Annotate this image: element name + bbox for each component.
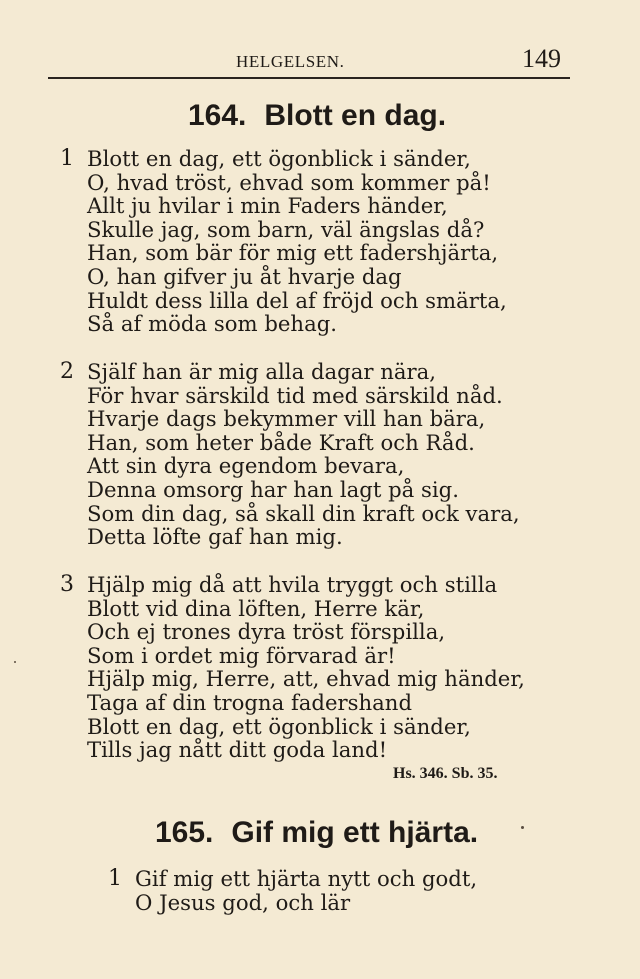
stanza-number: 1 <box>108 866 122 891</box>
verse-line: Som din dag, så skall din kraft ock vara, <box>87 500 520 526</box>
verse-line: Att sin dyra egendom bevara, <box>87 453 405 479</box>
stanza-number: 2 <box>60 359 74 384</box>
verse-line: Allt ju hvilar i min Faders händer, <box>87 193 448 219</box>
verse-line: O, han gifver ju åt hvarje dag <box>87 263 402 289</box>
hymn-title: Gif mig ett hjärta. <box>231 816 479 849</box>
hymn-title: Blott en dag. <box>264 99 447 132</box>
verse-line: Denna omsorg har han lagt på sig. <box>87 476 459 502</box>
verse-line: För hvar särskild tid med särskild nåd. <box>87 382 503 408</box>
verse-line: Själf han är mig alla dagar nära, <box>87 359 436 384</box>
hymn-number: 164. <box>188 99 247 132</box>
verse-line: Som i ordet mig förvarad är! <box>87 642 396 668</box>
verse-line: Blott en dag, ett ögonblick i sänder, <box>87 713 471 739</box>
verse-line: Gif mig ett hjärta nytt och godt, <box>135 866 478 891</box>
verse-line: Taga af din trogna fadershand <box>87 689 413 715</box>
verse-line: Han, som bär för mig ett fadershjärta, <box>87 240 499 266</box>
stanza-number: 3 <box>60 572 74 597</box>
hymn-165-stanza-1 <box>108 867 528 914</box>
verse-line: Huldt dess lilla del af fröjd och smärta, <box>87 287 507 313</box>
verse-line: O, hvad tröst, ehvad som kommer på! <box>87 169 491 195</box>
verse-line: Och ej trones dyra tröst förspilla, <box>87 619 446 645</box>
hymn-number: 165. <box>155 816 214 849</box>
stanza-number: 1 <box>60 146 74 171</box>
verse-line: Blott vid dina löften, Herre kär, <box>87 595 425 621</box>
running-head <box>0 0 640 80</box>
verse-line: Hjälp mig då att hvila tryggt och stilla <box>87 572 498 597</box>
page-number: 149 <box>522 44 561 73</box>
header-rule <box>48 77 570 79</box>
hymn-164-stanza-1 <box>60 147 570 336</box>
verse-line: Skulle jag, som barn, väl ängslas då? <box>87 216 485 242</box>
hymn-164-heading <box>188 101 446 131</box>
verse-line: O Jesus god, och lär <box>135 889 351 915</box>
hymn-164-stanza-3 <box>60 573 570 762</box>
hymn-165-heading <box>155 818 478 848</box>
paper-speck <box>14 661 16 663</box>
hymn-164-stanza-2 <box>60 360 570 549</box>
verse-line: Detta löfte gaf han mig. <box>87 524 343 550</box>
hymn-164-reference: Hs. 346. Sb. 35. <box>393 765 498 782</box>
verse-line: Hvarje dags bekymmer vill han bära, <box>87 406 486 432</box>
verse-line: Hjälp mig, Herre, att, ehvad mig händer, <box>87 666 525 692</box>
verse-line: Han, som heter både Kraft och Råd. <box>87 429 475 455</box>
verse-line: Tills jag nått ditt goda land! <box>87 737 388 763</box>
verse-line: Så af möda som behag. <box>87 311 337 337</box>
paper-speck <box>521 826 524 829</box>
running-title: HELGELSEN. <box>236 52 345 71</box>
verse-line: Blott en dag, ett ögonblick i sänder, <box>87 146 471 171</box>
